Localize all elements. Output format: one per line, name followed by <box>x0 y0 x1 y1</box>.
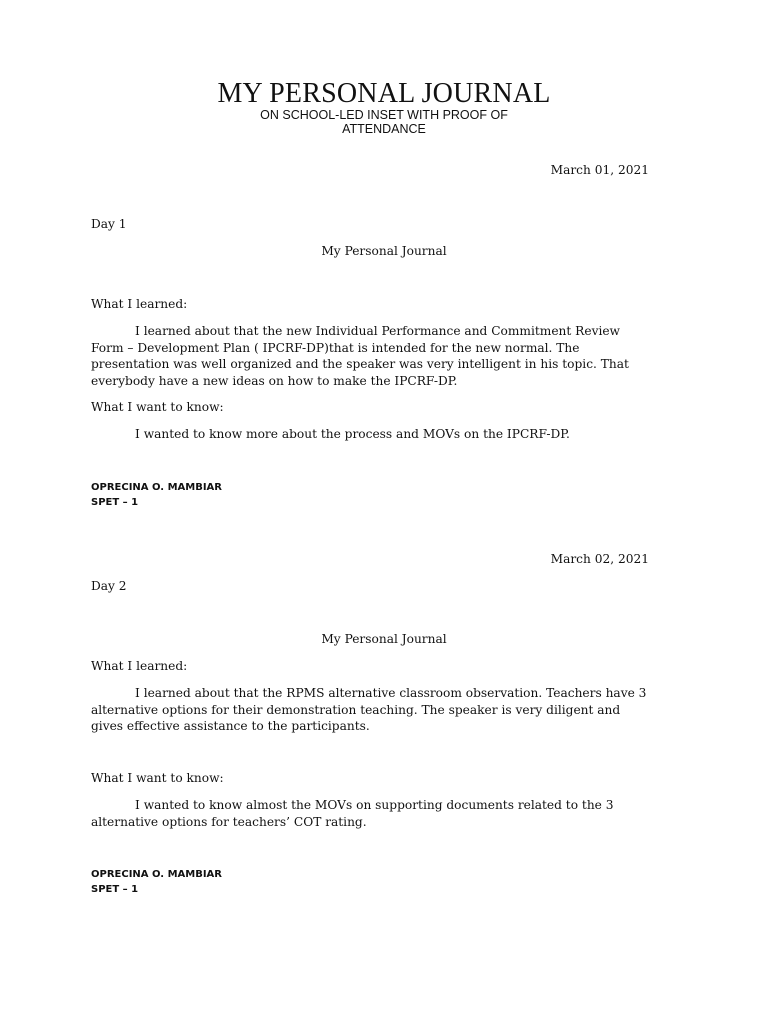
page-title: MY PERSONAL JOURNAL <box>217 78 551 109</box>
want-to-know-label: What I want to know: <box>91 400 224 414</box>
signature-name: OPRECINA O. MAMBIAR <box>91 482 222 493</box>
signature-position: SPET – 1 <box>91 884 139 895</box>
entry-heading: My Personal Journal <box>321 244 447 258</box>
entry-date: March 01, 2021 <box>550 163 649 177</box>
signature-name: OPRECINA O. MAMBIAR <box>91 869 222 880</box>
page-subtitle-line-2: ATTENDANCE <box>342 122 426 136</box>
learned-paragraph: I learned about that the RPMS alternative classroom observation. Teachers have 3 alternative options for their demonstration teaching. The speaker is very diligent and gives effective assistance to the participants. <box>91 686 647 733</box>
learned-label: What I learned: <box>91 659 188 673</box>
learned-paragraph: I learned about that the new Individual Performance and Commitment Review Form – Development Plan ( IPCRF-DP)that is intended for the new normal. The presentation was well organized and the speaker was very intelligent in his topic. That everybody have a new ideas on how to make the IPCRF-DP. <box>91 324 629 388</box>
entry-day-label: Day 2 <box>91 579 127 593</box>
want-to-know-paragraph: I wanted to know more about the process and MOVs on the IPCRF-DP. <box>135 427 570 441</box>
want-to-know-label: What I want to know: <box>91 771 224 785</box>
learned-label: What I learned: <box>91 297 188 311</box>
entry-heading: My Personal Journal <box>321 632 447 646</box>
entry-date: March 02, 2021 <box>550 552 649 566</box>
signature-position: SPET – 1 <box>91 497 139 508</box>
entry-day-label: Day 1 <box>91 217 127 231</box>
want-to-know-paragraph: I wanted to know almost the MOVs on supporting documents related to the 3 alternative options for teachers’ COT rating. <box>91 798 614 829</box>
page-subtitle-line-1: ON SCHOOL-LED INSET WITH PROOF OF <box>260 108 508 122</box>
